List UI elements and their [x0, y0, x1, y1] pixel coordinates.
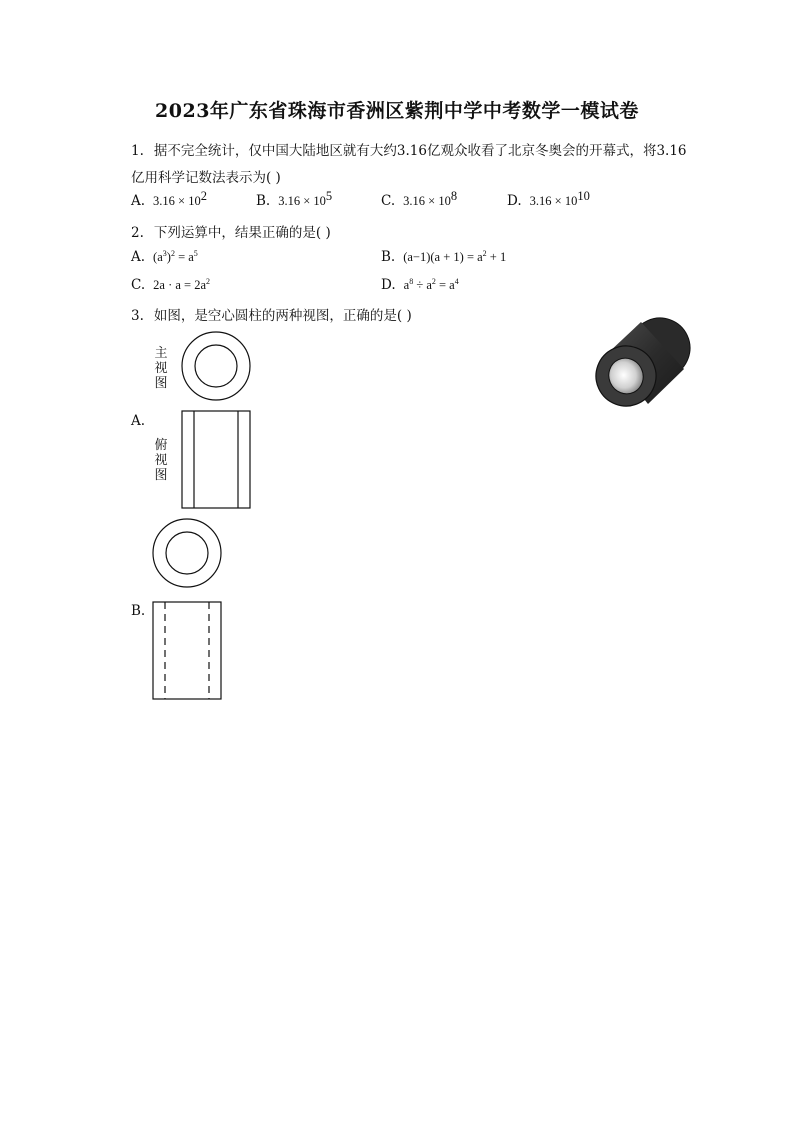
- hollow-cylinder-3d-figure: [588, 316, 698, 416]
- option-a-front-view-label: 主 视 图: [154, 346, 168, 391]
- question-3-option-a[interactable]: A.: [131, 413, 146, 429]
- question-2-option-a[interactable]: A. $(a^3)^2 = a^5$: [131, 249, 198, 265]
- question-3-option-b[interactable]: B.: [131, 603, 146, 619]
- question-1-option-d[interactable]: D. $3.16 \times 10^{10}$: [507, 189, 590, 209]
- question-3-number: 3.: [131, 308, 144, 324]
- question-3-stem: [131, 304, 412, 324]
- option-b-front-view-annulus: [152, 518, 222, 588]
- option-a-front-view-annulus: [181, 331, 251, 401]
- question-2-option-c[interactable]: C. $2a \cdot a = 2a^2$: [131, 277, 210, 293]
- question-1-option-c[interactable]: C. $3.16 \times 10^8$: [381, 189, 458, 209]
- question-2-stem-text: 下列运算中，结果正确的是( ): [153, 225, 331, 241]
- question-1-option-b[interactable]: B. $3.16 \times 10^5$: [256, 189, 333, 209]
- question-1-number: 1.: [131, 143, 144, 159]
- question-1-stem-line2: 亿用科学记数法表示为( ): [131, 170, 281, 186]
- question-3-stem-text: 如图，是空心圆柱的两种视图，正确的是( ): [153, 308, 412, 324]
- option-a-top-view-rectangle-solid-lines: [181, 410, 251, 510]
- option-a-top-view-label: 俯 视 图: [154, 438, 168, 483]
- page-title: 2023年广东省珠海市香洲区紫荆中学中考数学一模试卷: [155, 100, 639, 122]
- question-1-stem-text: 据不完全统计，仅中国大陆地区就有大约3.16亿观众收看了北京冬奥会的开幕式，将3.16: [153, 143, 687, 159]
- question-2-stem: [131, 221, 331, 241]
- question-2-number: 2.: [131, 225, 144, 241]
- question-2-option-d[interactable]: D. $a^8 \div a^2 = a^4$: [381, 277, 459, 293]
- question-2-option-b[interactable]: B. $(a-1)(a + 1) = a^2 + 1$: [381, 249, 507, 265]
- option-b-top-view-rectangle-dashed-lines: [152, 601, 224, 701]
- question-1-stem-line1: [131, 139, 687, 159]
- question-1-option-a[interactable]: A. $3.16 \times 10^2$: [131, 189, 207, 209]
